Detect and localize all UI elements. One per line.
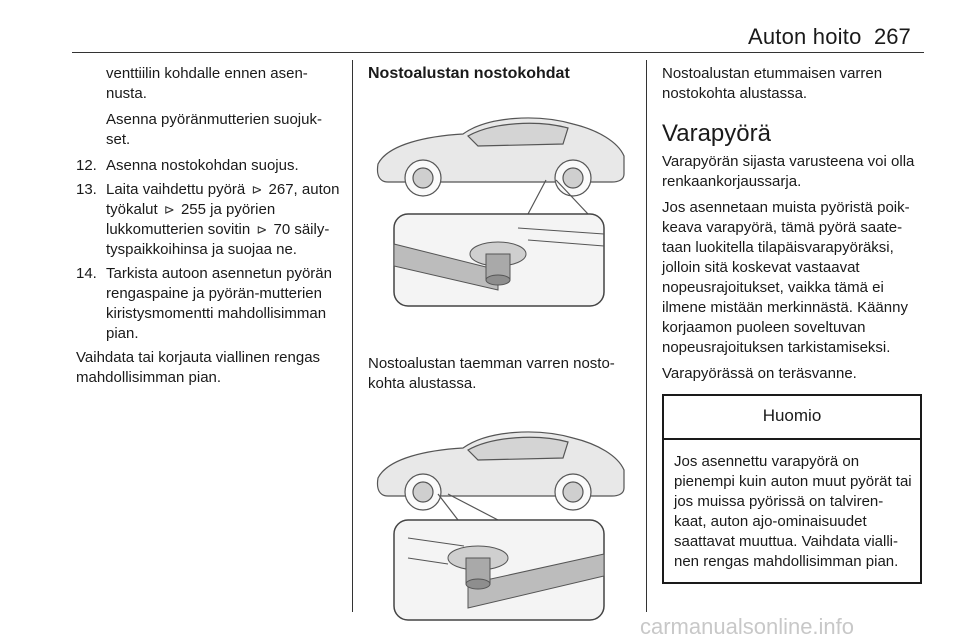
note-box — [662, 394, 922, 584]
figure-caption: Nostoalustan etummaisen varren nostokohta alustassa. — [662, 65, 883, 102]
column-divider — [646, 60, 647, 612]
header-rule — [72, 52, 924, 53]
column-divider — [352, 60, 353, 612]
list-text: auton työkalut — [106, 181, 340, 218]
list-number: 13. — [76, 181, 97, 198]
list-text: Laita vaihdettu pyörä — [106, 181, 246, 198]
section-heading: Varapyörä — [662, 120, 771, 147]
list-item — [76, 264, 344, 344]
watermark: carmanualsonline.info — [640, 614, 855, 639]
double-triangle-right-icon: ⊳ — [256, 222, 268, 237]
list-text: Tarkista autoon asennetun pyörän rengaspaine ja pyörän-mutterien kiristysmomentti mahdollisimman pian. — [106, 265, 332, 342]
paragraph: Jos asennetaan muista pyöristä poik-keava varapyörä, tämä pyörä saate-taan luokitella tilapäisvarapyöräksi, jolloin sitä koskevat vastaavat nopeusrajoitukset, vaikka tämä ei ilmene mistään merkinnästä. Käänny korjaamon puoleen soveltuvan nopeusrajoituksen tarkistamiseksi. — [662, 199, 910, 356]
list-number: 12. — [76, 157, 97, 174]
section-heading: Nostoalustan nostokohdat — [368, 65, 570, 82]
note-title: Huomio — [664, 396, 920, 440]
paragraph: Asenna pyöränmutterien suojuk-set. — [106, 111, 322, 148]
list-item — [76, 156, 344, 176]
page-ref-link[interactable]: 267, — [268, 181, 298, 198]
column-1 — [76, 64, 344, 394]
page-number: 267 — [874, 24, 911, 49]
double-triangle-right-icon: ⊳ — [163, 202, 175, 217]
page-ref-link[interactable]: 70 säily-tyspaikkoihinsa ja suojaa ne. — [106, 221, 330, 258]
car-underside-illustration — [368, 408, 632, 624]
column-2 — [368, 64, 636, 636]
paragraph: Vaihdata tai korjauta viallinen rengas mahdollisimman pian. — [76, 349, 321, 386]
car-underside-illustration — [368, 94, 632, 310]
lift-point-front-figure — [368, 408, 632, 624]
paragraph: Varapyörässä on teräsvanne. — [662, 365, 857, 382]
paragraph: venttiilin kohdalle ennen asen-nusta. — [106, 65, 308, 102]
list-item — [76, 180, 344, 260]
column-3 — [662, 64, 926, 584]
list-number: 14. — [76, 265, 97, 282]
page-ref-link[interactable]: 255 ja pyörien lukkomutterien sovitin — [106, 201, 276, 238]
lift-point-rear-figure — [368, 94, 632, 310]
double-triangle-right-icon: ⊳ — [251, 182, 263, 197]
paragraph: Varapyörän sijasta varusteena voi olla renkaankorjaussarja. — [662, 153, 915, 190]
chapter-title: Auton hoito — [748, 24, 862, 49]
note-body: Jos asennettu varapyörä on pienempi kuin auton muut pyörät tai jos muissa pyörissä on talviren-kaat, auton ajo-ominaisuudet saattavat muuttua. Vaihdata vialli-nen rengas mahdollisimman pian. — [674, 453, 912, 570]
figure-caption: Nostoalustan taemman varren nosto-kohta alustassa. — [368, 355, 615, 392]
list-text: Asenna nostokohdan suojus. — [106, 157, 299, 174]
